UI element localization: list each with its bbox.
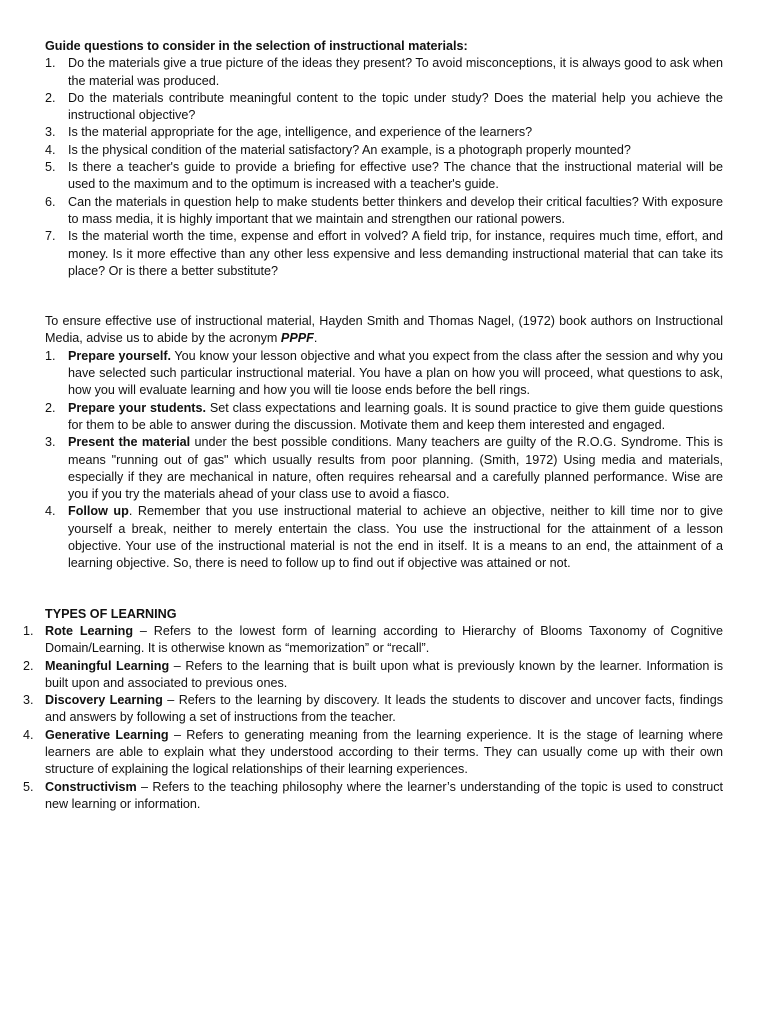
guide-questions-list: [45, 55, 723, 280]
list-item: 2. Prepare your students. Set class expectations and learning goals. It is sound practice to give them guide questions for them to be able to answer during the discussion. Motivate them and keep them interested and engaged.: [45, 400, 723, 432]
pppf-intro: To ensure effective use of instructional material, Hayden Smith and Thomas Nagel, (1972) book authors on Instructional Media, advise us to abide by the acronym PPPF.: [45, 314, 723, 346]
list-item: 4. Generative Learning – Refers to generating meaning from the learning experience. It is the stage of learning where learners are able to explain what they understood according to their terms. They can usually come up with their own structure of explaining the logical relationships of their learning experiences.: [23, 727, 724, 777]
list-item: 1. Prepare yourself. You know your lesson objective and what you expect from the class after the session and why you have selected such particular instructional material. You have a plan on how you will proceed, what questions to ask, how you will evaluate learning and how you will tie loose ends before the bell rings.: [45, 348, 723, 398]
list-item: 1. Do the materials give a true picture of the ideas they present? To avoid misconceptions, it is always good to ask when the material was produced.: [45, 56, 723, 88]
list-item: 5. Constructivism – Refers to the teaching philosophy where the learner’s understanding of the topic is used to construct new learning or information.: [23, 779, 723, 811]
guide-questions-heading: Guide questions to consider in the selection of instructional materials:: [45, 39, 468, 53]
list-item: 2. Meaningful Learning – Refers to the learning that is built upon what is previously known by the learner. Information is built upon and associated to previous ones.: [23, 658, 724, 690]
types-of-learning-heading: TYPES OF LEARNING: [45, 606, 177, 621]
document-page: [23, 38, 724, 813]
pppf-acronym: PPPF: [280, 331, 314, 346]
list-item: 2. Do the materials contribute meaningful content to the topic under study? Does the material help you achieve the instructional objective?: [45, 90, 723, 123]
types-of-learning-list: [23, 623, 724, 813]
list-item: 4. Follow up. Remember that you use instructional material to achieve an objective, neither to kill time nor to give yourself a break, neither to merely entertain the class. You use the instructional for the attainment of a lesson objective. Your use of the instructional material is not the end in itself. It is a means to an end, the attainment of a learning objective. So, there is need to follow up to find out if objective was attained or not.: [45, 504, 723, 571]
pppf-list: [45, 348, 723, 573]
list-item: 3. Is the material appropriate for the age, intelligence, and experience of the learners?: [45, 125, 533, 140]
list-item: 7. Is the material worth the time, expense and effort in volved? A field trip, for instance, requires much time, effort, and money. Is it more effective than any other less expensive and less demanding instructional material that can take its place? Or is there a better substitute?: [45, 229, 723, 278]
list-item: 4. Is the physical condition of the material satisfactory? An example, is a photograph properly mounted?: [45, 142, 631, 157]
list-item: 6. Can the materials in question help to make students better thinkers and develop their critical faculties? With exposure to mass media, it is highly important that we maintain and strengthen our rational powers.: [45, 194, 723, 226]
list-item: 3. Present the material under the best possible conditions. Many teachers are guilty of the R.O.G. Syndrome. This is means "running out of gas" which usually results from poor planning. (Smith, 1972) Using media and materials, especially if they are mechanical in nature, often requires rehearsal and a carefully planned performance. Wise are you if you try the materials ahead of your class use to avoid a fiasco.: [45, 435, 723, 502]
list-item: 5. Is there a teacher's guide to provide a briefing for effective use? The chance that the instructional material will be used to the maximum and to the optimum is increased with a teacher's guide.: [45, 160, 723, 192]
list-item: 3. Discovery Learning – Refers to the learning by discovery. It leads the students to discover and uncover facts, findings and answers by following a set of instructions from the teacher.: [23, 693, 724, 725]
list-item: 1. Rote Learning – Refers to the lowest form of learning according to Hierarchy of Blooms Taxonomy of Cognitive Domain/Learning. It is otherwise known as “memorization” or “recall”.: [23, 623, 723, 656]
